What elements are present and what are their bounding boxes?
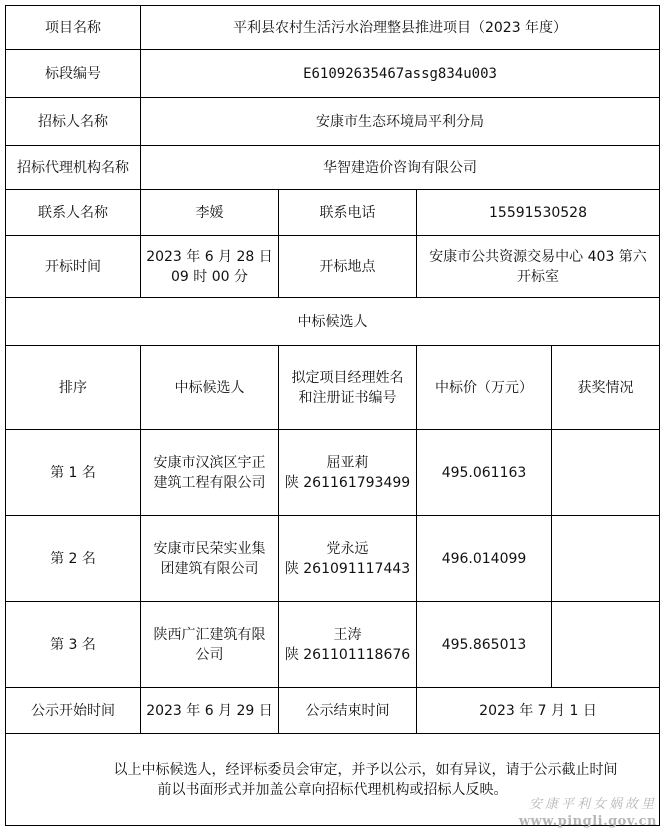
opening-place <box>417 236 660 298</box>
publicity-start: 2023 年 6 月 29 日 <box>141 688 279 734</box>
candidate-name-line1: 陕西广汇建筑有限 <box>153 626 266 643</box>
table-row <box>6 516 660 602</box>
manager-name: 党永远 <box>326 540 369 557</box>
col-manager <box>279 346 417 430</box>
candidate-awards <box>552 516 660 602</box>
project-label: 项目名称 <box>6 6 141 50</box>
opening-place-line1: 安康市公共资源交易中心 403 第六 <box>429 248 647 265</box>
col-manager-line1: 拟定项目经理姓名 <box>291 369 404 386</box>
contact-phone: 15591530528 <box>417 190 660 236</box>
candidate-rank: 第 2 名 <box>6 516 141 602</box>
candidate-name-line1: 安康市民荣实业集 <box>153 540 266 557</box>
tenderer-label: 招标人名称 <box>6 98 141 146</box>
publicity-start-label: 公示开始时间 <box>6 688 141 734</box>
table-row <box>6 430 660 516</box>
watermark-text: 安康平利女娲故里 <box>528 797 657 812</box>
section-label: 标段编号 <box>6 50 141 98</box>
publicity-end: 2023 年 7 月 1 日 <box>417 688 660 734</box>
contact-name: 李媛 <box>141 190 279 236</box>
manager-cert: 陕 261091117443 <box>284 560 411 577</box>
candidate-name-line2: 团建筑有限公司 <box>160 560 259 577</box>
manager-name: 屈亚莉 <box>326 454 369 471</box>
candidate-awards <box>552 602 660 688</box>
candidate-name <box>141 430 279 516</box>
col-awards: 获奖情况 <box>552 346 660 430</box>
notice-line2: 前以书面形式并加盖公章向招标代理机构或招标人反映。 <box>157 781 508 798</box>
opening-time-line1: 2023 年 6 月 28 日 <box>146 248 273 265</box>
manager-cert: 陕 261101118676 <box>284 646 411 663</box>
candidate-name-line1: 安康市汉滨区宇正 <box>153 454 266 471</box>
opening-time-line2: 09 时 00 分 <box>171 268 248 285</box>
opening-time <box>141 236 279 298</box>
opening-time-label: 开标时间 <box>6 236 141 298</box>
candidate-manager <box>279 516 417 602</box>
publicity-end-label: 公示结束时间 <box>279 688 417 734</box>
contact-phone-label: 联系电话 <box>279 190 417 236</box>
candidate-price: 495.865013 <box>417 602 552 688</box>
agency-label: 招标代理机构名称 <box>6 146 141 190</box>
candidate-manager <box>279 602 417 688</box>
candidates-title: 中标候选人 <box>6 298 660 346</box>
manager-cert: 陕 261161793499 <box>284 474 411 491</box>
notice-line1-text: 以上中标候选人，经评标委员会审定，并予以公示，如有异议，请于公示截止时间 <box>113 761 618 778</box>
candidate-rank: 第 3 名 <box>6 602 141 688</box>
candidate-price: 495.061163 <box>417 430 552 516</box>
candidate-name <box>141 516 279 602</box>
col-rank: 排序 <box>6 346 141 430</box>
watermark-url: www.pingli.gov.cn <box>518 814 657 829</box>
watermark <box>519 793 657 829</box>
candidate-price: 496.014099 <box>417 516 552 602</box>
notice-line1 <box>8 760 657 780</box>
candidate-rank: 第 1 名 <box>6 430 141 516</box>
opening-place-label: 开标地点 <box>279 236 417 298</box>
candidate-manager <box>279 430 417 516</box>
candidate-name <box>141 602 279 688</box>
table-row <box>6 602 660 688</box>
col-manager-line2: 和注册证书编号 <box>298 389 397 406</box>
opening-place-line2: 开标室 <box>517 268 559 285</box>
candidate-awards <box>552 430 660 516</box>
project-value: 平利县农村生活污水治理整县推进项目（2023 年度） <box>141 6 660 50</box>
col-candidate: 中标候选人 <box>141 346 279 430</box>
bid-candidate-table <box>5 5 660 826</box>
section-value: E61092635467assg834u003 <box>141 50 660 98</box>
col-price: 中标价（万元） <box>417 346 552 430</box>
candidate-name-line2: 建筑工程有限公司 <box>153 474 266 491</box>
tenderer-value: 安康市生态环境局平利分局 <box>141 98 660 146</box>
candidate-name-line2: 公司 <box>195 646 224 663</box>
manager-name: 王涛 <box>333 626 362 643</box>
agency-value: 华智建造价咨询有限公司 <box>141 146 660 190</box>
contact-name-label: 联系人名称 <box>6 190 141 236</box>
